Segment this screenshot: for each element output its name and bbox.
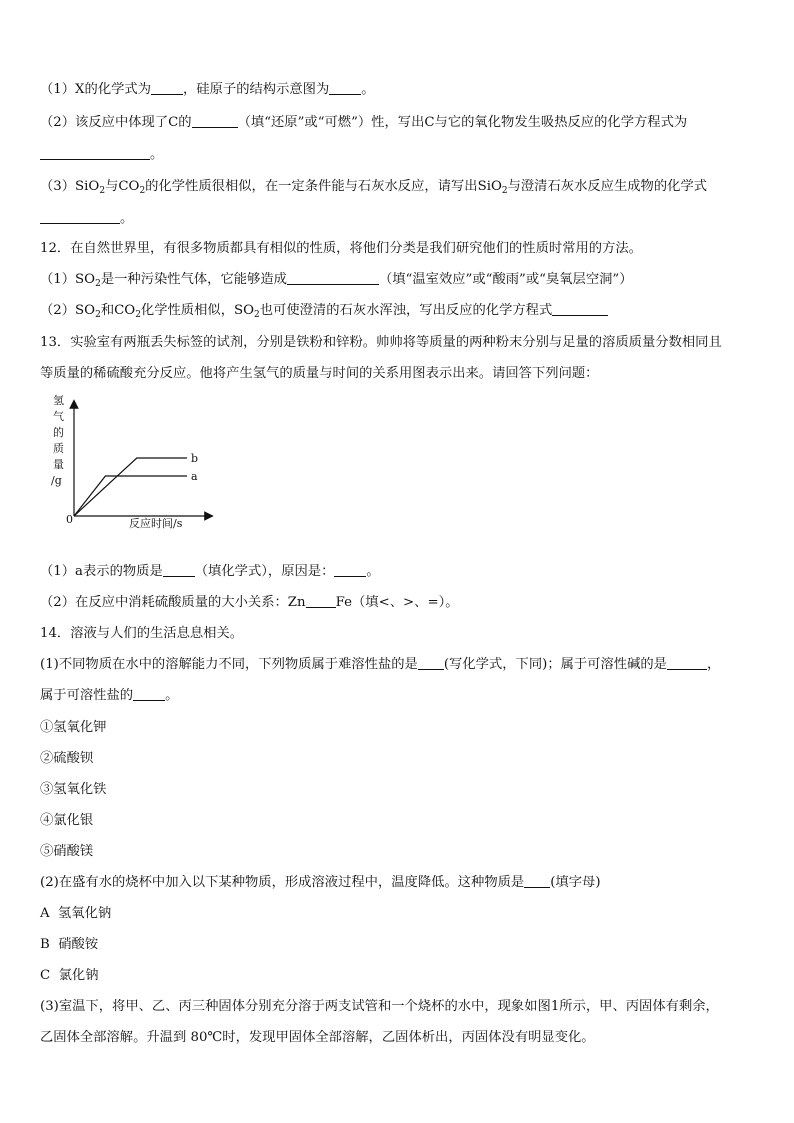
option-item: ③氢氧化铁 <box>40 782 107 797</box>
option-item: A 氢氧化钠 <box>40 906 112 921</box>
q11-part3-text-a: （3）SiO <box>40 179 100 194</box>
q11-part3-text-d: 与澄清石灰水反应生成物的化学式 <box>507 179 708 194</box>
q12-part1-text-c: （填“温室效应”或“酸雨”或“臭氧层空洞”） <box>378 272 633 287</box>
q14-part2-text-a: (2)在盛有水的烧杯中加入以下某种物质，形成溶液过程中，温度降低。这种物质是 <box>40 875 525 890</box>
q11-part3-cont <box>40 209 774 229</box>
q14-part3-line2: 乙固体全部溶解。升温到 80℃时，发现甲固体全部溶解，乙固体析出，丙固体没有明显变化。 <box>40 1030 595 1045</box>
subscript: 2 <box>95 279 101 289</box>
q13-part2 <box>40 593 774 613</box>
option-item: ⑤硝酸镁 <box>40 844 94 859</box>
q11-part2-end: 。 <box>150 147 164 162</box>
option-item: C 氯化钠 <box>40 968 99 983</box>
q12-part2-text-b: 和CO <box>100 303 136 318</box>
q14-part1 <box>40 655 774 675</box>
q14-stem: 14．溶液与人们的生活息息相关。 <box>40 626 244 641</box>
q11-part1 <box>40 80 774 100</box>
y-axis-label-char: 质 <box>53 442 64 455</box>
option-item: B 硝酸铵 <box>40 937 99 952</box>
q13-part2-text-a: （2）在反应中消耗硫酸质量的大小关系：Zn <box>40 595 306 610</box>
q14-part3-line1: (3)室温下，将甲、乙、丙三种固体分别充分溶于两支试管和一个烧杯的水中，现象如图1所示，甲、丙固体有剩余， <box>40 999 719 1014</box>
q12-part2-text-d: 也可使澄清的石灰水浑浊，写出反应的化学方程式 <box>259 303 553 318</box>
answer-blank[interactable] <box>552 301 608 316</box>
q14-part1-text-c: ， <box>706 657 721 672</box>
q13-part1 <box>40 562 774 582</box>
q13-part1-text-a: （1）a表示的物质是 <box>40 564 163 579</box>
q11-part3-text-b: 与CO <box>105 179 140 194</box>
answer-blank[interactable] <box>418 655 444 670</box>
q14-part1-text-e: 。 <box>165 688 179 703</box>
series-line-a <box>74 476 187 516</box>
y-axis-label <box>51 393 64 487</box>
answer-blank[interactable] <box>306 593 336 608</box>
q11-part1-text-b: ，硅原子的结构示意图为 <box>183 82 330 97</box>
q11-part3-end: 。 <box>120 211 134 226</box>
q12-part1 <box>40 270 774 290</box>
q11-part2 <box>40 113 774 133</box>
answer-blank[interactable] <box>329 80 361 95</box>
y-axis-label-char: 氢 <box>53 394 64 407</box>
q13-stem-line2: 等质量的稀硫酸充分反应。他将产生氢气的质量与时间的关系用图表示出来。请回答下列问题： <box>40 366 599 381</box>
y-axis-label-char: 的 <box>53 426 64 439</box>
subscript: 2 <box>501 186 508 196</box>
q12-part2-text-c: 化学性质相似，SO <box>140 303 255 318</box>
answer-blank[interactable] <box>334 562 366 577</box>
subscript: 2 <box>135 310 141 320</box>
q14-part1-text-a: (1)不同物质在水中的溶解能力不同，下列物质属于难溶性盐的是 <box>40 657 418 672</box>
option-item: ②硫酸钡 <box>40 751 94 766</box>
answer-blank[interactable] <box>524 873 550 888</box>
origin-label: 0 <box>66 513 73 526</box>
answer-blank[interactable] <box>192 113 238 128</box>
x-axis-label: 反应时间/s <box>129 517 183 530</box>
y-axis-label-char: /g <box>51 474 62 487</box>
q14-part1-text-b: (写化学式，下同)；属于可溶性碱的是 <box>443 657 667 672</box>
answer-blank[interactable] <box>40 209 120 224</box>
q11-part2-cont <box>40 145 774 165</box>
answer-blank[interactable] <box>40 145 150 160</box>
q14-part1-text-d: 属于可溶性盐的 <box>40 688 134 703</box>
q13-part1-text-c: 。 <box>366 564 380 579</box>
option-item: ④氯化银 <box>40 813 94 828</box>
subscript: 2 <box>254 310 260 320</box>
q12-part2-text-a: （2）SO <box>40 303 96 318</box>
series-label-b: b <box>191 452 199 465</box>
q11-part2-text-b: （填“还原”或“可燃”）性，写出C与它的氧化物发生吸热反应的化学方程式为 <box>237 115 688 130</box>
q13-part1-text-b: （填化学式），原因是： <box>194 564 335 579</box>
subscript: 2 <box>99 186 106 196</box>
q12-stem: 12．在自然世界里，有很多物质都具有相似的性质，将他们分类是我们研究他们的性质时常用的方法。 <box>40 241 642 256</box>
q12-part1-text-b: 是一种污染性气体，它能够造成 <box>100 272 287 287</box>
answer-blank[interactable] <box>133 686 165 701</box>
q11-part3-text-c: 的化学性质很相似，在一定条件能与石灰水反应，请写出SiO <box>145 179 502 194</box>
q12-part1-text-a: （1）SO <box>40 272 96 287</box>
q14-part2 <box>40 873 774 893</box>
answer-blank[interactable] <box>287 270 379 285</box>
q14-part2-text-b: (填字母) <box>550 875 601 890</box>
subscript: 2 <box>139 186 146 196</box>
q13-stem-line1: 13．实验室有两瓶丢失标签的试剂，分别是铁粉和锌粉。帅帅将等质量的两种粉末分别与足量的溶质质量分数相同且 <box>40 335 722 350</box>
q11-part3 <box>40 177 774 197</box>
series-label-a: a <box>191 470 198 483</box>
answer-blank[interactable] <box>667 655 707 670</box>
q12-part2 <box>40 301 774 321</box>
option-item: ①氢氧化钾 <box>40 720 107 735</box>
answer-blank[interactable] <box>151 80 183 95</box>
answer-blank[interactable] <box>163 562 195 577</box>
hydrogen-mass-chart <box>44 392 214 537</box>
y-axis-label-char: 量 <box>53 458 64 471</box>
series-group <box>74 452 198 516</box>
q11-part2-text-a: （2）该反应中体现了C的 <box>40 115 192 130</box>
series-line-b <box>74 458 187 516</box>
q13-part2-text-b: Fe（填<、>、=）。 <box>335 595 459 610</box>
q11-part1-text-c: 。 <box>361 82 375 97</box>
q14-part1-cont <box>40 686 774 706</box>
subscript: 2 <box>95 310 101 320</box>
y-axis-label-char: 气 <box>53 410 64 423</box>
q11-part1-text-a: （1）X的化学式为 <box>40 82 152 97</box>
